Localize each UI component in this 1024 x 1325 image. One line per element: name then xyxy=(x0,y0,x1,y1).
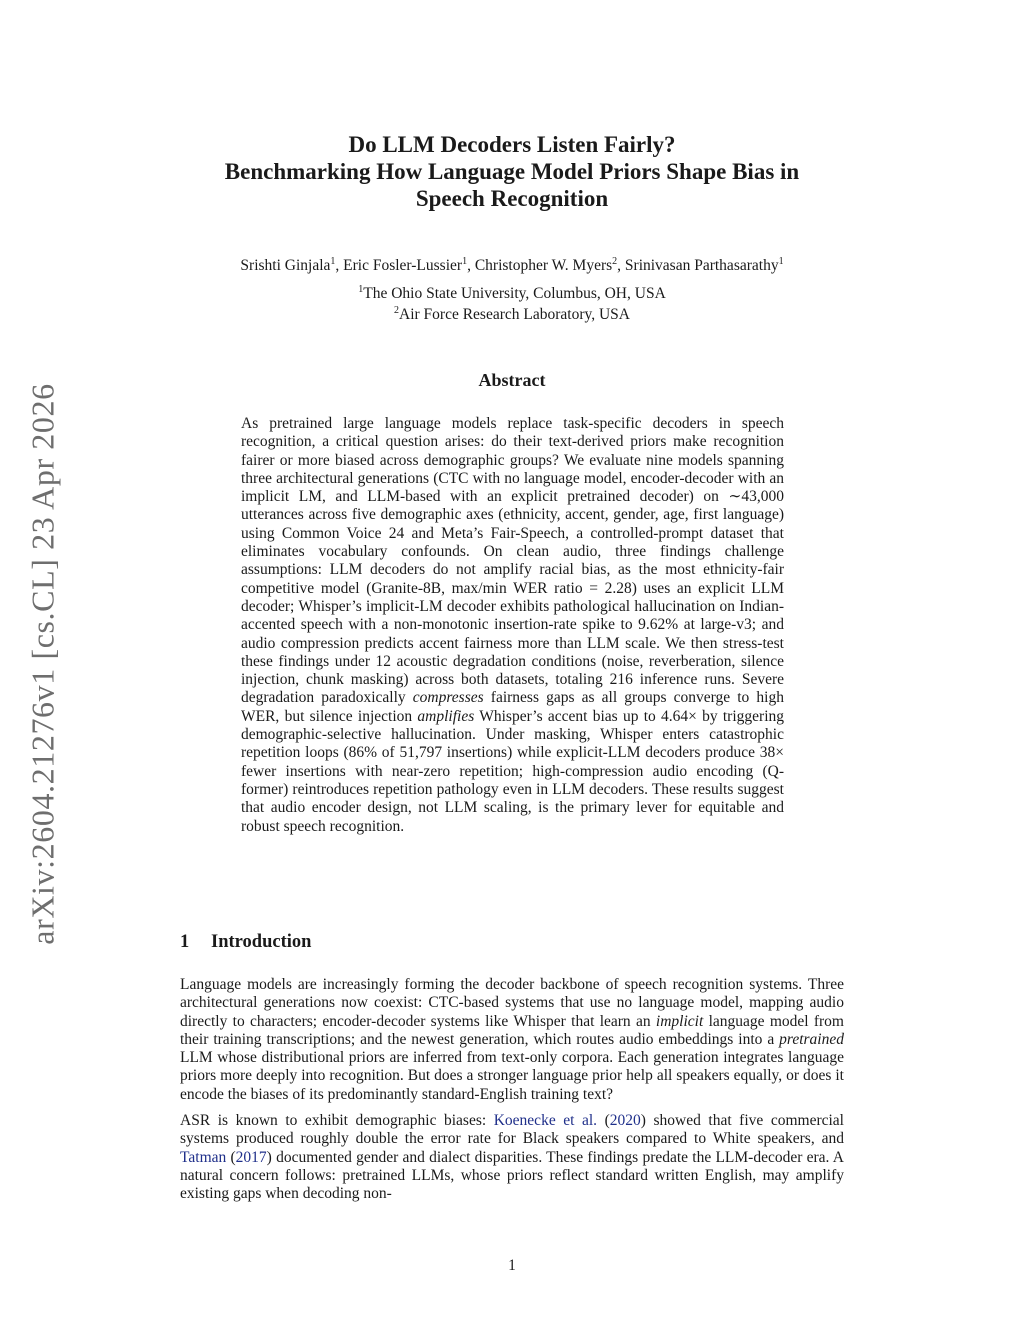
paragraph xyxy=(180,976,844,1104)
affiliation-text: The Ohio State University, Columbus, OH, USA xyxy=(363,285,666,302)
affiliation xyxy=(180,304,844,325)
abstract-text: As pretrained large language models replace task-specific decoders in speech recognition, a critical question arises: do their text-derived priors make recognition fairer or more biased across demographic groups? We evaluate nine models spanning three architectural generations (CTC with no language model, encoder-decoder with an implicit LM, and LLM-based with an explicit pretrained decoder) on ∼43,000 utterances across five demographic axes (ethnicity, accent, gender, age, first language) using Common Voice 24 and Meta’s Fair-Speech, a controlled-prompt dataset that eliminates vocabulary confounds. On clean audio, three findings challenge assumptions: LLM decoders do not amplify racial bias, as the most ethnicity-fair competitive model (Granite-8B, max/min WER ratio = 2.28) uses an explicit LLM decoder; Whisper’s implicit-LM decoder exhibits pathological hallucination on Indian-accented speech with a non-monotonic insertion-rate spike to 9.62% at large-v3; and audio compression predicts accent fairness more than LLM scale. We then stress-test these findings under 12 acoustic degradation conditions (noise, reverberation, silence injection, chunk masking) across both datasets, totaling 216 inference runs. Severe degradation paradoxically xyxy=(241,415,784,707)
citation-paren: ) xyxy=(266,1148,272,1166)
paragraph-text: LLM whose distributional priors are inferred from text-only corpora. Each generation integrates language priors more deeply into recognition. But does a stronger language prior help all speakers equally, or does it encode the biases of its predominantly standard-English training text? xyxy=(180,1049,844,1103)
citation-paren: ) xyxy=(640,1112,646,1130)
affiliation-marker: 1 xyxy=(462,255,468,267)
paragraph-text: ASR is known to exhibit demographic biases: xyxy=(180,1112,494,1130)
author-separator: , xyxy=(467,257,475,274)
abstract-emphasis: amplifies xyxy=(417,707,475,725)
introduction-body xyxy=(180,976,844,1212)
abstract-text: fairness gaps as all groups converge to high WER, but silence injection xyxy=(241,689,784,725)
abstract-emphasis: compresses xyxy=(412,689,484,707)
author-list xyxy=(150,256,874,276)
paragraph-text: showed that five commercial systems produced roughly double the error rate for Black speakers compared to White speakers, and xyxy=(180,1112,844,1148)
paragraph xyxy=(180,1112,844,1203)
author-separator: , xyxy=(617,257,625,274)
affiliation-marker: 1 xyxy=(330,255,336,267)
arxiv-identifier[interactable]: arXiv:2604.21276v1 [cs.CL] 23 Apr 2026 xyxy=(24,383,61,945)
paper-title xyxy=(180,131,844,212)
affiliation-marker: 2 xyxy=(612,255,618,267)
citation-link-koenecke[interactable]: Koenecke et al. xyxy=(493,1112,598,1130)
citation-link-tatman[interactable]: Tatman xyxy=(180,1148,227,1166)
paragraph-text: Language models are increasingly forming the decoder backbone of speech recognition systems. Three architectural generations now coexist: CTC-based systems that use no language model, mapping audio directly to characters; encoder-decoder systems like Whisper that learn an xyxy=(180,976,844,1030)
emphasis: pretrained xyxy=(779,1030,844,1048)
author-name: Christopher W. Myers xyxy=(474,257,613,274)
citation-year-link[interactable]: 2017 xyxy=(235,1148,267,1166)
citation-year-link[interactable]: 2020 xyxy=(609,1112,641,1130)
author-name: Srishti Ginjala xyxy=(240,257,331,274)
title-line: Speech Recognition xyxy=(415,186,609,211)
affiliation-number: 2 xyxy=(394,304,399,316)
author-name: Srinivasan Parthasarathy xyxy=(624,257,779,274)
emphasis: implicit xyxy=(655,1012,704,1030)
section-heading-introduction xyxy=(180,932,311,953)
abstract-heading: Abstract xyxy=(478,370,546,390)
abstract-body xyxy=(241,415,784,836)
citation-paren: ( xyxy=(226,1148,236,1166)
citation-paren: ( xyxy=(597,1112,610,1130)
title-line: Do LLM Decoders Listen Fairly? xyxy=(348,132,676,157)
section-number: 1 xyxy=(180,932,190,952)
title-line: Benchmarking How Language Model Priors Shape Bias in xyxy=(224,159,800,184)
author-separator: , xyxy=(335,257,344,274)
author-name: Eric Fosler-Lussier xyxy=(343,257,463,274)
affiliation xyxy=(180,283,844,304)
affiliation-marker: 1 xyxy=(778,255,784,267)
affiliation-number: 1 xyxy=(358,283,364,295)
affiliation-list xyxy=(180,283,844,325)
affiliation-text: Air Force Research Laboratory, USA xyxy=(399,306,630,323)
page-number: 1 xyxy=(508,1257,516,1274)
section-title: Introduction xyxy=(211,932,312,952)
abstract-text: Whisper’s accent bias up to 4.64× by triggering demographic-selective hallucination. Under masking, Whisper enters catastrophic repetition loops (86% of 51,797 insertions) while explicit-LLM decoders produce 38× fewer insertions with near-zero repetition; high-compression audio encoding (Q-former) reintroduces repetition pathology even in LLM decoders. These results suggest that audio encoder design, not LLM scaling, is the primary lever for equitable and robust speech recognition. xyxy=(241,707,785,835)
paragraph-text: language model from their training transcriptions; and the newest generation, which routes audio embeddings into a xyxy=(180,1012,844,1048)
paragraph-text: documented gender and dialect disparities. These findings predate the LLM-decoder era. A natural concern follows: pretrained LLMs, whose priors reflect standard written English, may amplify existing gaps when decoding non- xyxy=(180,1148,844,1203)
